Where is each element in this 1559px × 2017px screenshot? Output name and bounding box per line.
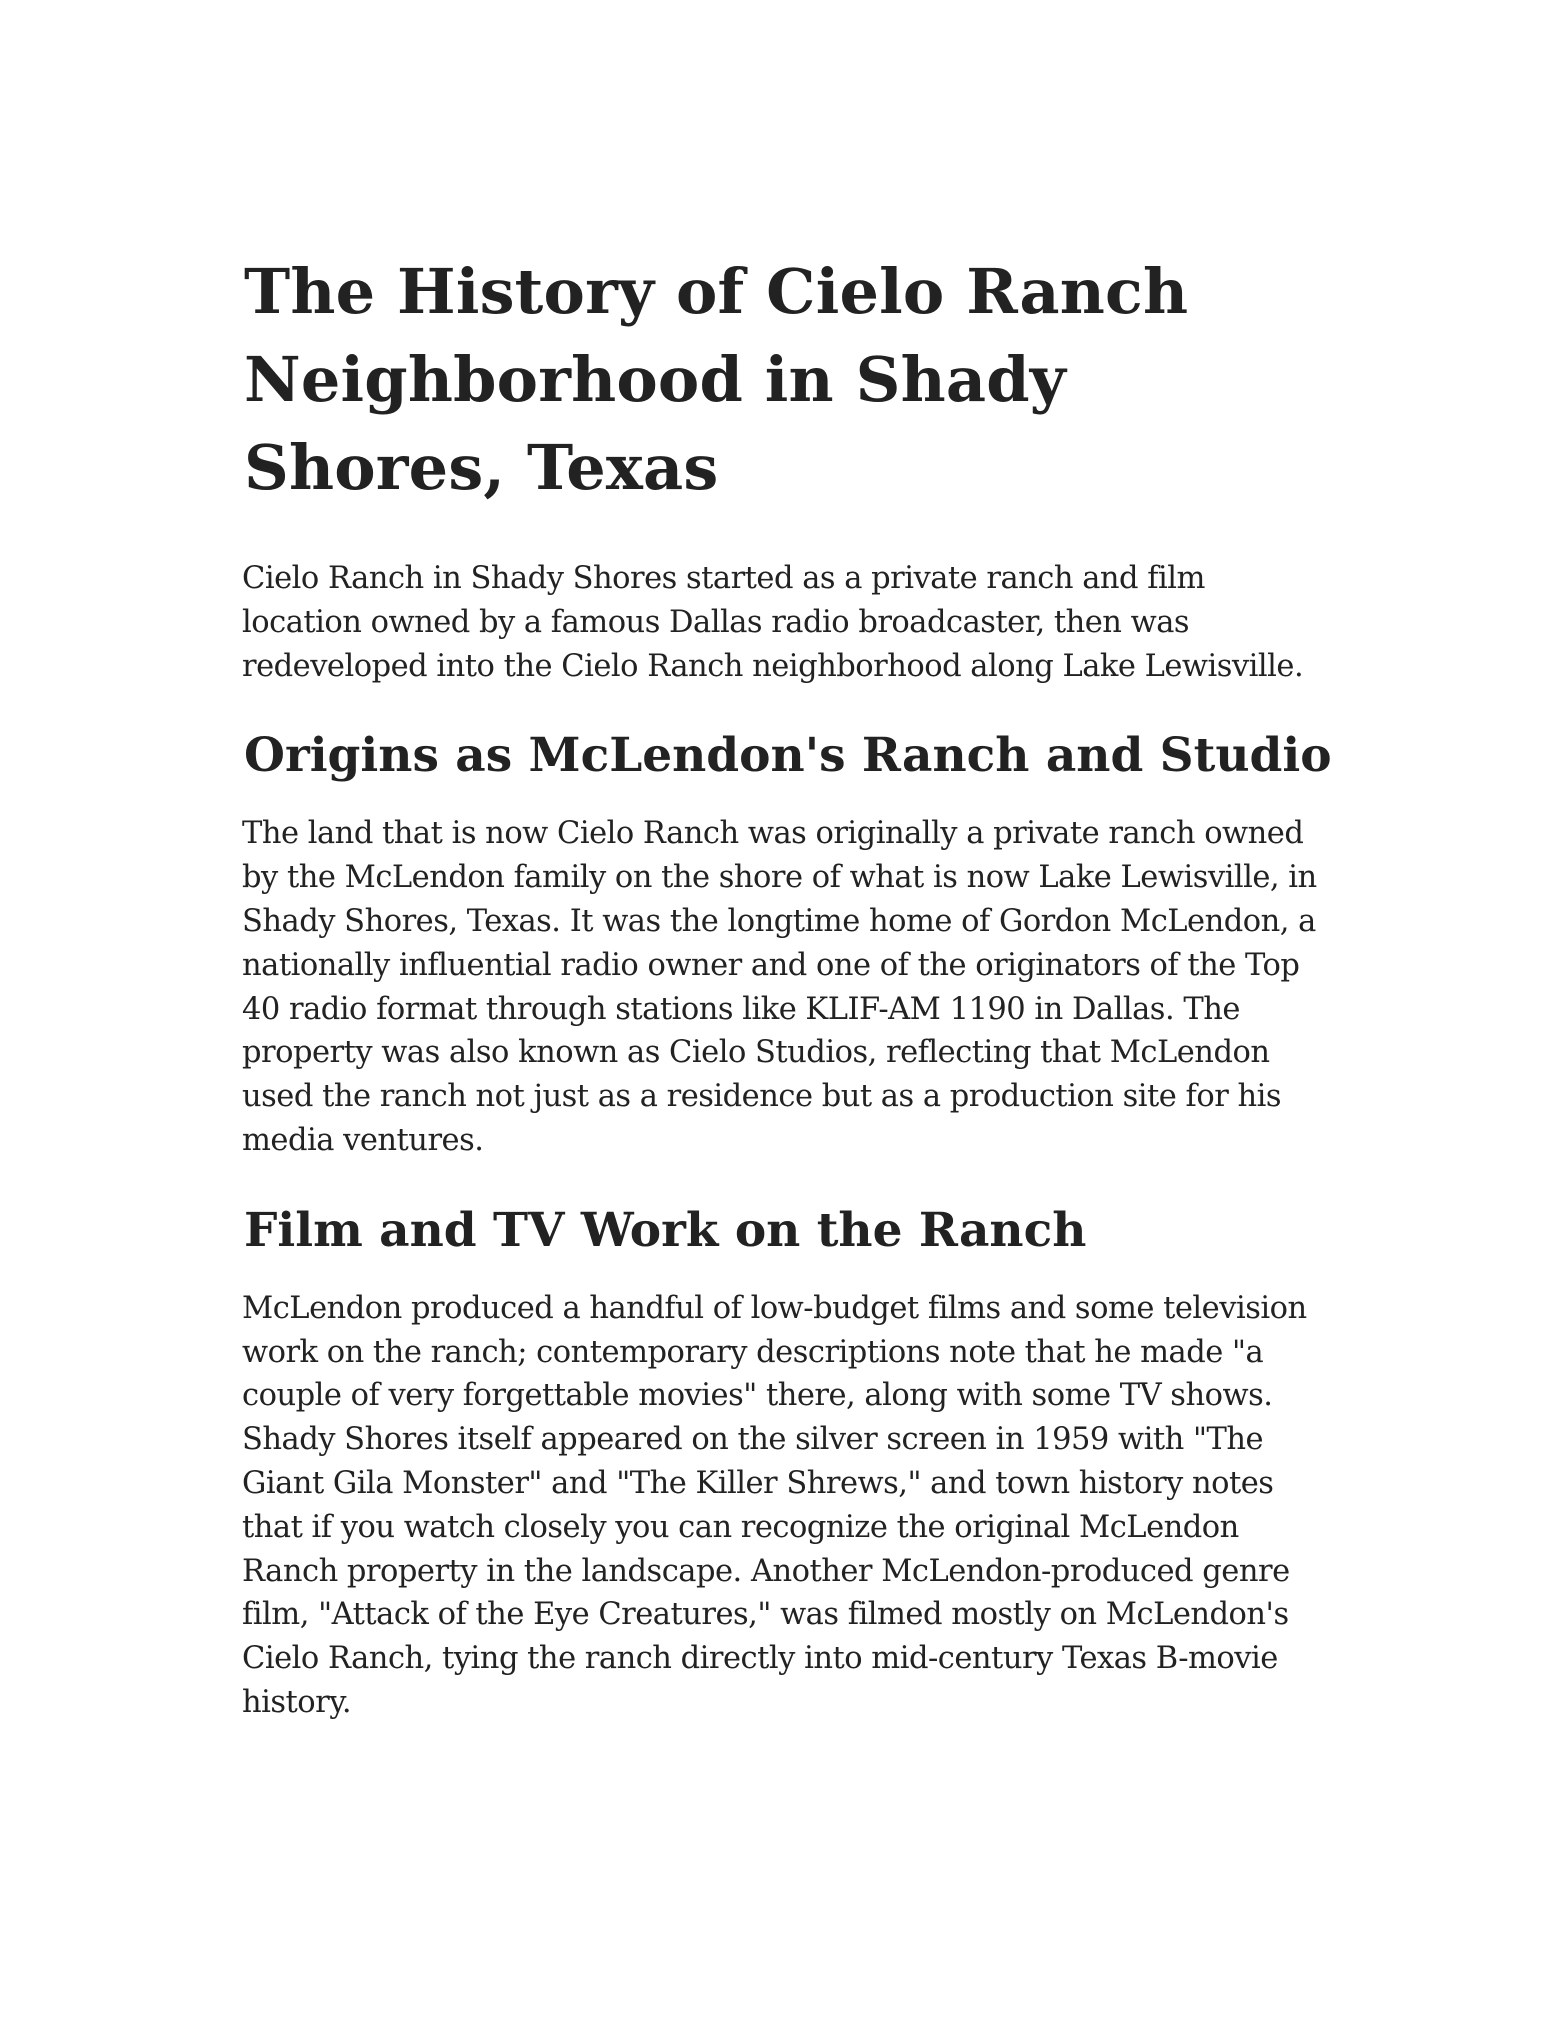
intro-paragraph: Cielo Ranch in Shady Shores started as a private ranch and film location owned by a famous Dallas radio broadcaster, then was redeveloped into the Cielo Ranch neighborhood along Lake Lewisville. — [242, 561, 1304, 684]
section-body-origins: The land that is now Cielo Ranch was originally a private ranch owned by the McLendon family on the shore of what is now Lake Lewisville, in Shady Shores, Texas. It was the longtime home of Gordon McLendon, a nationally influential radio owner and one of the originators of the Top 40 radio format through stations like KLIF-AM 1190 in Dallas. The property was also known as Cielo Studios, reflecting that McLendon used the ranch not just as a residence but as a production site for his media ventures. — [242, 816, 1317, 1158]
section-heading-origins: Origins as McLendon's Ranch and Studio — [244, 728, 1332, 784]
document-page — [242, 248, 1332, 1761]
page-title: The History of Cielo Ranch Neighborhood in Shady Shores, Texas — [244, 255, 1189, 504]
section-body-film-tv: McLendon produced a handful of low-budget films and some television work on the ranch; contemporary descriptions note that he made "a couple of very forgettable movies" there, along with some TV shows. Shady Shores itself appeared on the silver screen in 1959 with "The Giant Gila Monster" and "The Killer Shrews," and town history notes that if you watch closely you can recognize the original McLendon Ranch property in the landscape. Another McLendon-produced genre film, "Attack of the Eye Creatures," was filmed mostly on McLendon's Cielo Ranch, tying the ranch directly into mid-century Texas B-movie history. — [242, 1290, 1307, 1720]
section-heading-film-tv: Film and TV Work on the Ranch — [244, 1202, 1087, 1258]
